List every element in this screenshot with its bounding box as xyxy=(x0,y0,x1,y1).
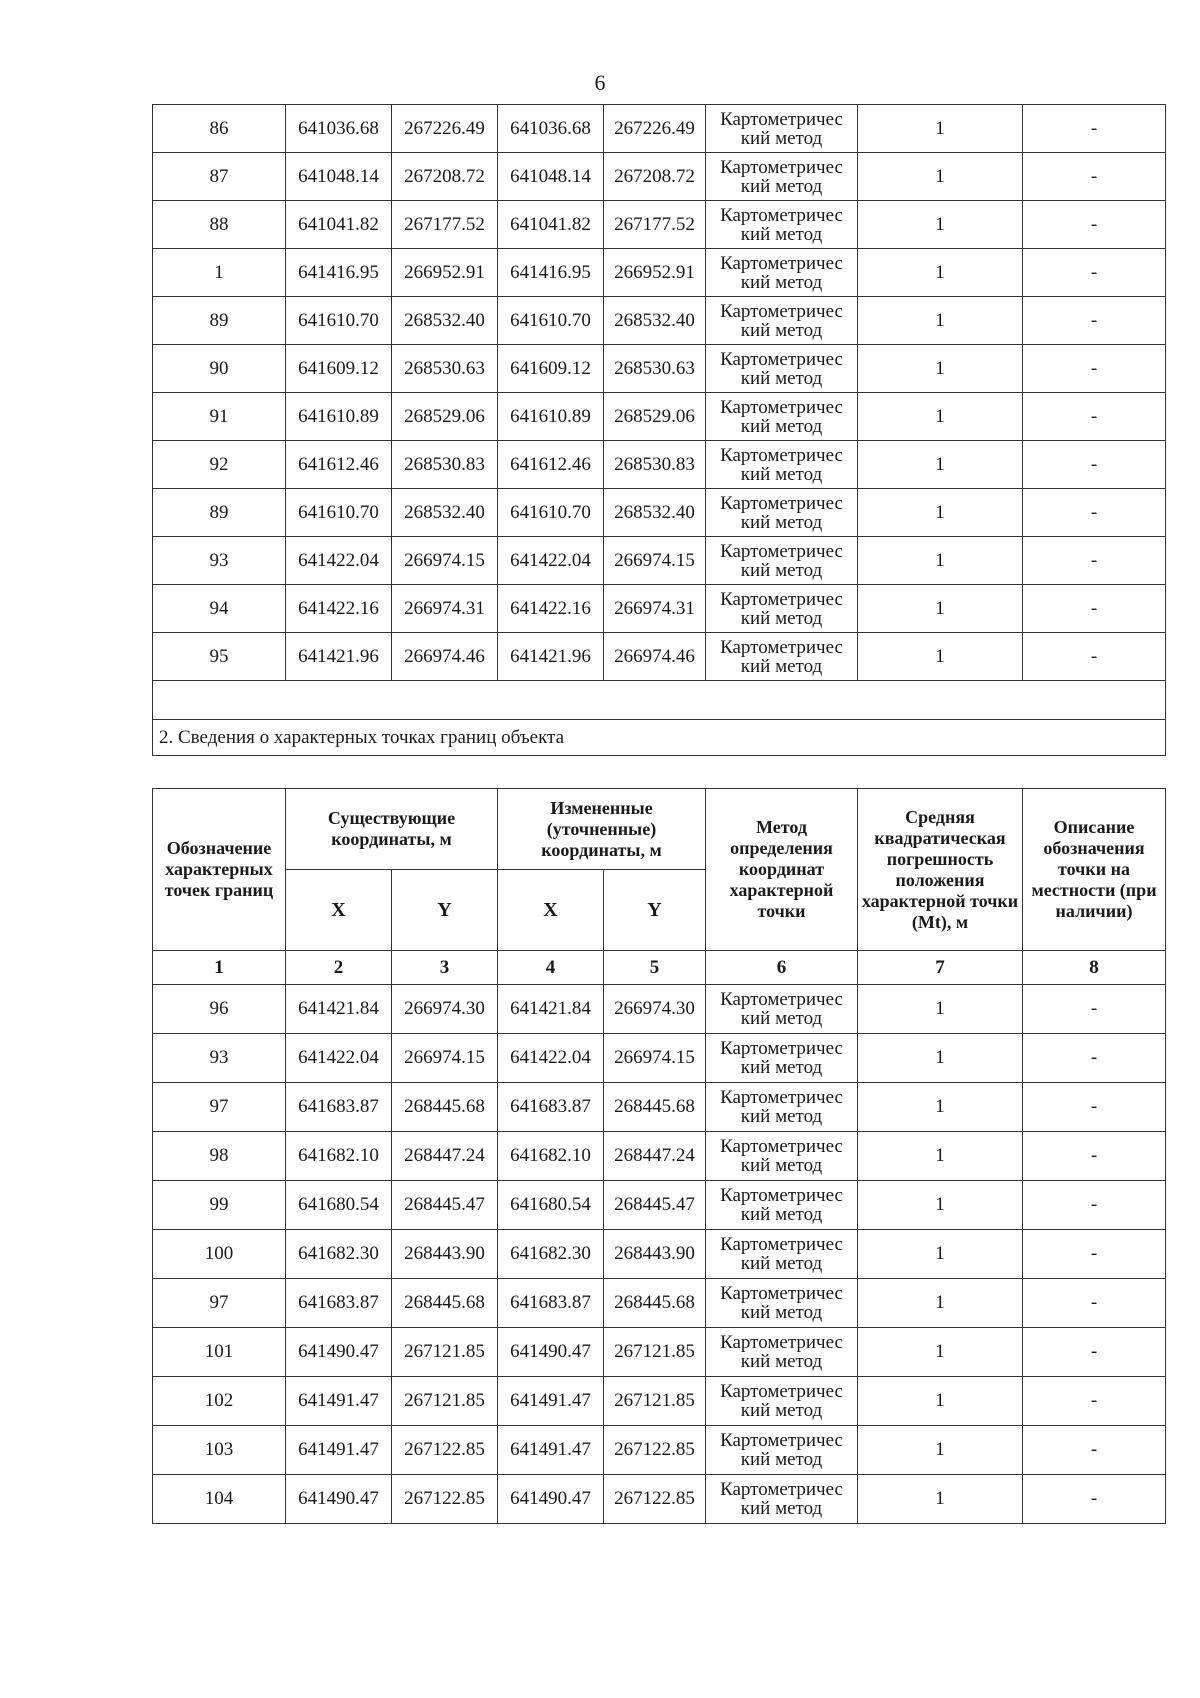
table-row xyxy=(153,537,1166,585)
section-title: 2. Сведения о характерных точках границ объекта xyxy=(153,720,1166,756)
existing-x-cell: 641490.47 xyxy=(286,1475,392,1524)
description-cell: - xyxy=(1023,1475,1166,1524)
method-cell xyxy=(706,1377,858,1426)
table-row xyxy=(153,1230,1166,1279)
changed-x-cell: 641609.12 xyxy=(498,345,604,393)
method-line-1: Картометричес xyxy=(720,1381,843,1402)
error-cell: 1 xyxy=(858,1377,1023,1426)
table-row xyxy=(153,985,1166,1034)
table-row xyxy=(153,1083,1166,1132)
description-cell: - xyxy=(1023,1328,1166,1377)
point-cell: 97 xyxy=(153,1083,286,1132)
changed-y-cell: 268530.63 xyxy=(604,345,706,393)
error-cell: 1 xyxy=(858,297,1023,345)
description-cell: - xyxy=(1023,537,1166,585)
point-cell: 92 xyxy=(153,441,286,489)
point-cell: 100 xyxy=(153,1230,286,1279)
point-cell: 88 xyxy=(153,201,286,249)
description-cell: - xyxy=(1023,393,1166,441)
error-cell: 1 xyxy=(858,1279,1023,1328)
existing-y-cell: 268530.63 xyxy=(392,345,498,393)
description-cell: - xyxy=(1023,249,1166,297)
error-cell: 1 xyxy=(858,1328,1023,1377)
existing-y-cell: 267226.49 xyxy=(392,105,498,153)
existing-x-cell: 641491.47 xyxy=(286,1426,392,1475)
point-cell: 93 xyxy=(153,537,286,585)
method-line-2: кий метод xyxy=(740,607,823,629)
spacer-row xyxy=(153,681,1166,720)
method-cell xyxy=(706,985,858,1034)
existing-y-cell: 267122.85 xyxy=(392,1475,498,1524)
changed-x-cell: 641041.82 xyxy=(498,201,604,249)
method-cell xyxy=(706,201,858,249)
changed-y-cell: 268532.40 xyxy=(604,297,706,345)
point-cell: 96 xyxy=(153,985,286,1034)
description-cell: - xyxy=(1023,153,1166,201)
description-cell: - xyxy=(1023,441,1166,489)
boundary-points-table-body xyxy=(153,985,1166,1524)
description-cell: - xyxy=(1023,297,1166,345)
existing-x-cell: 641610.70 xyxy=(286,489,392,537)
error-cell: 1 xyxy=(858,201,1023,249)
point-cell: 86 xyxy=(153,105,286,153)
method-line-2: кий метод xyxy=(740,1155,823,1176)
error-cell: 1 xyxy=(858,1426,1023,1475)
existing-x-cell: 641680.54 xyxy=(286,1181,392,1230)
method-line-1: Картометричес xyxy=(720,636,843,658)
method-line-2: кий метод xyxy=(740,367,823,389)
column-number: 7 xyxy=(858,951,1023,985)
error-cell: 1 xyxy=(858,1230,1023,1279)
description-cell: - xyxy=(1023,585,1166,633)
changed-y-cell: 268532.40 xyxy=(604,489,706,537)
description-cell: - xyxy=(1023,201,1166,249)
error-cell: 1 xyxy=(858,1083,1023,1132)
table-row xyxy=(153,1132,1166,1181)
method-line-2: кий метод xyxy=(740,463,823,485)
existing-x-cell: 641612.46 xyxy=(286,441,392,489)
changed-x-cell: 641036.68 xyxy=(498,105,604,153)
method-line-1: Картометричес xyxy=(720,1038,843,1059)
changed-x-cell: 641680.54 xyxy=(498,1181,604,1230)
table-row xyxy=(153,393,1166,441)
changed-x-cell: 641682.30 xyxy=(498,1230,604,1279)
changed-x-cell: 641422.16 xyxy=(498,585,604,633)
existing-x-cell: 641609.12 xyxy=(286,345,392,393)
method-cell xyxy=(706,1279,858,1328)
column-number-row xyxy=(153,951,1166,985)
existing-y-cell: 266974.15 xyxy=(392,537,498,585)
error-cell: 1 xyxy=(858,985,1023,1034)
changed-x-cell: 641610.89 xyxy=(498,393,604,441)
existing-x-cell: 641682.30 xyxy=(286,1230,392,1279)
changed-x-cell: 641048.14 xyxy=(498,153,604,201)
error-cell: 1 xyxy=(858,1475,1023,1524)
existing-y-cell: 266974.15 xyxy=(392,1034,498,1083)
point-cell: 95 xyxy=(153,633,286,681)
point-cell: 91 xyxy=(153,393,286,441)
method-line-1: Картометричес xyxy=(720,1283,843,1304)
points-table-continued xyxy=(152,104,1166,756)
method-cell xyxy=(706,441,858,489)
table-row xyxy=(153,489,1166,537)
point-cell: 87 xyxy=(153,153,286,201)
changed-y-cell: 268443.90 xyxy=(604,1230,706,1279)
column-number: 5 xyxy=(604,951,706,985)
column-number: 8 xyxy=(1023,951,1166,985)
point-cell: 101 xyxy=(153,1328,286,1377)
changed-x-cell: 641490.47 xyxy=(498,1328,604,1377)
existing-x-cell: 641491.47 xyxy=(286,1377,392,1426)
method-line-2: кий метод xyxy=(740,655,823,677)
error-cell: 1 xyxy=(858,1034,1023,1083)
existing-y-cell: 267208.72 xyxy=(392,153,498,201)
error-cell: 1 xyxy=(858,441,1023,489)
changed-y-cell: 266974.30 xyxy=(604,985,706,1034)
table-row xyxy=(153,1426,1166,1475)
error-cell: 1 xyxy=(858,489,1023,537)
error-cell: 1 xyxy=(858,105,1023,153)
description-cell: - xyxy=(1023,1083,1166,1132)
existing-y-cell: 268443.90 xyxy=(392,1230,498,1279)
method-line-1: Картометричес xyxy=(720,396,843,418)
table-row xyxy=(153,297,1166,345)
existing-x-cell: 641683.87 xyxy=(286,1083,392,1132)
error-cell: 1 xyxy=(858,249,1023,297)
changed-y-cell: 267208.72 xyxy=(604,153,706,201)
changed-y-cell: 266974.31 xyxy=(604,585,706,633)
existing-y-cell: 268445.68 xyxy=(392,1083,498,1132)
header-description: Описание обозначения точки на местности (при наличии) xyxy=(1023,789,1166,951)
method-line-1: Картометричес xyxy=(720,108,843,130)
changed-y-cell: 266974.15 xyxy=(604,1034,706,1083)
method-line-2: кий метод xyxy=(740,1302,823,1323)
method-cell xyxy=(706,105,858,153)
error-cell: 1 xyxy=(858,345,1023,393)
existing-y-cell: 268445.47 xyxy=(392,1181,498,1230)
changed-x-cell: 641612.46 xyxy=(498,441,604,489)
existing-y-cell: 268532.40 xyxy=(392,297,498,345)
error-cell: 1 xyxy=(858,1132,1023,1181)
points-table-continued-body xyxy=(153,105,1166,681)
existing-x-cell: 641422.04 xyxy=(286,1034,392,1083)
error-cell: 1 xyxy=(858,585,1023,633)
method-line-1: Картометричес xyxy=(720,588,843,610)
table-row xyxy=(153,1181,1166,1230)
error-cell: 1 xyxy=(858,393,1023,441)
changed-y-cell: 266974.15 xyxy=(604,537,706,585)
method-line-1: Картометричес xyxy=(720,252,843,274)
method-cell xyxy=(706,1475,858,1524)
changed-y-cell: 267177.52 xyxy=(604,201,706,249)
method-cell xyxy=(706,537,858,585)
existing-x-cell: 641416.95 xyxy=(286,249,392,297)
changed-x-cell: 641421.96 xyxy=(498,633,604,681)
existing-x-cell: 641610.70 xyxy=(286,297,392,345)
point-cell: 1 xyxy=(153,249,286,297)
method-line-1: Картометричес xyxy=(720,204,843,226)
method-cell xyxy=(706,153,858,201)
method-line-1: Картометричес xyxy=(720,300,843,322)
description-cell: - xyxy=(1023,345,1166,393)
method-cell xyxy=(706,297,858,345)
method-line-2: кий метод xyxy=(740,1106,823,1127)
existing-y-cell: 268530.83 xyxy=(392,441,498,489)
changed-y-cell: 268445.47 xyxy=(604,1181,706,1230)
changed-x-cell: 641490.47 xyxy=(498,1475,604,1524)
method-line-2: кий метод xyxy=(740,223,823,245)
column-number: 4 xyxy=(498,951,604,985)
changed-x-cell: 641491.47 xyxy=(498,1426,604,1475)
header-method: Метод определения координат характерной точки xyxy=(706,789,858,951)
table-header xyxy=(153,789,1166,985)
changed-x-cell: 641416.95 xyxy=(498,249,604,297)
method-cell xyxy=(706,489,858,537)
changed-x-cell: 641682.10 xyxy=(498,1132,604,1181)
description-cell: - xyxy=(1023,1181,1166,1230)
header-changed-y: Y xyxy=(604,870,706,951)
point-cell: 89 xyxy=(153,297,286,345)
existing-y-cell: 266974.46 xyxy=(392,633,498,681)
error-cell: 1 xyxy=(858,633,1023,681)
method-line-2: кий метод xyxy=(740,1204,823,1225)
method-cell xyxy=(706,1328,858,1377)
method-line-1: Картометричес xyxy=(720,1185,843,1206)
point-cell: 99 xyxy=(153,1181,286,1230)
description-cell: - xyxy=(1023,1132,1166,1181)
method-cell xyxy=(706,1034,858,1083)
description-cell: - xyxy=(1023,1279,1166,1328)
description-cell: - xyxy=(1023,985,1166,1034)
header-changed-x: X xyxy=(498,870,604,951)
boundary-points-table xyxy=(152,788,1166,1524)
header-changed-coordinates: Измененные (уточненные) координаты, м xyxy=(498,789,706,870)
changed-y-cell: 267121.85 xyxy=(604,1377,706,1426)
description-cell: - xyxy=(1023,105,1166,153)
existing-x-cell: 641421.84 xyxy=(286,985,392,1034)
existing-x-cell: 641036.68 xyxy=(286,105,392,153)
method-line-2: кий метод xyxy=(740,511,823,533)
method-cell xyxy=(706,1132,858,1181)
method-line-1: Картометричес xyxy=(720,156,843,178)
method-line-2: кий метод xyxy=(740,271,823,293)
changed-y-cell: 267122.85 xyxy=(604,1475,706,1524)
existing-y-cell: 266952.91 xyxy=(392,249,498,297)
existing-x-cell: 641421.96 xyxy=(286,633,392,681)
method-cell xyxy=(706,585,858,633)
header-existing-coordinates: Существующие координаты, м xyxy=(286,789,498,870)
method-line-1: Картометричес xyxy=(720,1430,843,1451)
method-cell xyxy=(706,1083,858,1132)
table-row xyxy=(153,105,1166,153)
table-row xyxy=(153,345,1166,393)
method-line-2: кий метод xyxy=(740,415,823,437)
existing-x-cell: 641683.87 xyxy=(286,1279,392,1328)
method-line-2: кий метод xyxy=(740,1253,823,1274)
changed-x-cell: 641422.04 xyxy=(498,1034,604,1083)
changed-x-cell: 641683.87 xyxy=(498,1083,604,1132)
method-line-2: кий метод xyxy=(740,1449,823,1470)
description-cell: - xyxy=(1023,1034,1166,1083)
method-line-1: Картометричес xyxy=(720,1234,843,1255)
existing-y-cell: 268447.24 xyxy=(392,1132,498,1181)
method-cell xyxy=(706,249,858,297)
table-row xyxy=(153,1279,1166,1328)
table-row xyxy=(153,441,1166,489)
header-designation: Обозначение характерных точек границ xyxy=(153,789,286,951)
existing-x-cell: 641610.89 xyxy=(286,393,392,441)
method-line-1: Картометричес xyxy=(720,492,843,514)
header-existing-x: X xyxy=(286,870,392,951)
page-number: 6 xyxy=(594,70,606,95)
changed-y-cell: 268447.24 xyxy=(604,1132,706,1181)
table-row xyxy=(153,153,1166,201)
table-row xyxy=(153,1034,1166,1083)
method-line-2: кий метод xyxy=(740,1351,823,1372)
changed-y-cell: 268445.68 xyxy=(604,1083,706,1132)
method-cell xyxy=(706,633,858,681)
description-cell: - xyxy=(1023,1230,1166,1279)
header-error: Средняя квадратическая погрешность положения характерной точки (Mt), м xyxy=(858,789,1023,951)
method-line-1: Картометричес xyxy=(720,1479,843,1500)
point-cell: 89 xyxy=(153,489,286,537)
point-cell: 102 xyxy=(153,1377,286,1426)
method-cell xyxy=(706,345,858,393)
existing-y-cell: 267121.85 xyxy=(392,1377,498,1426)
changed-y-cell: 266974.46 xyxy=(604,633,706,681)
existing-x-cell: 641041.82 xyxy=(286,201,392,249)
existing-x-cell: 641422.16 xyxy=(286,585,392,633)
table-row xyxy=(153,249,1166,297)
existing-y-cell: 267122.85 xyxy=(392,1426,498,1475)
method-line-1: Картометричес xyxy=(720,348,843,370)
point-cell: 98 xyxy=(153,1132,286,1181)
changed-y-cell: 267226.49 xyxy=(604,105,706,153)
error-cell: 1 xyxy=(858,537,1023,585)
method-line-2: кий метод xyxy=(740,1008,823,1029)
method-line-2: кий метод xyxy=(740,127,823,149)
column-number: 2 xyxy=(286,951,392,985)
method-line-1: Картометричес xyxy=(720,444,843,466)
method-line-2: кий метод xyxy=(740,1057,823,1078)
existing-y-cell: 268529.06 xyxy=(392,393,498,441)
existing-y-cell: 267177.52 xyxy=(392,201,498,249)
changed-y-cell: 266952.91 xyxy=(604,249,706,297)
existing-y-cell: 268532.40 xyxy=(392,489,498,537)
existing-x-cell: 641422.04 xyxy=(286,537,392,585)
column-number: 6 xyxy=(706,951,858,985)
changed-x-cell: 641421.84 xyxy=(498,985,604,1034)
table-row xyxy=(153,633,1166,681)
description-cell: - xyxy=(1023,633,1166,681)
section-title-row xyxy=(153,720,1166,756)
existing-y-cell: 268445.68 xyxy=(392,1279,498,1328)
changed-x-cell: 641422.04 xyxy=(498,537,604,585)
changed-y-cell: 267121.85 xyxy=(604,1328,706,1377)
method-line-2: кий метод xyxy=(740,559,823,581)
method-cell xyxy=(706,1230,858,1279)
point-cell: 94 xyxy=(153,585,286,633)
changed-y-cell: 268530.83 xyxy=(604,441,706,489)
method-line-2: кий метод xyxy=(740,1400,823,1421)
existing-y-cell: 266974.30 xyxy=(392,985,498,1034)
point-cell: 97 xyxy=(153,1279,286,1328)
table-row xyxy=(153,1475,1166,1524)
changed-y-cell: 268529.06 xyxy=(604,393,706,441)
column-number: 1 xyxy=(153,951,286,985)
existing-y-cell: 266974.31 xyxy=(392,585,498,633)
method-line-2: кий метод xyxy=(740,319,823,341)
changed-y-cell: 267122.85 xyxy=(604,1426,706,1475)
column-number: 3 xyxy=(392,951,498,985)
changed-x-cell: 641683.87 xyxy=(498,1279,604,1328)
point-cell: 93 xyxy=(153,1034,286,1083)
existing-x-cell: 641490.47 xyxy=(286,1328,392,1377)
changed-x-cell: 641610.70 xyxy=(498,297,604,345)
table-row xyxy=(153,201,1166,249)
method-line-1: Картометричес xyxy=(720,540,843,562)
method-cell xyxy=(706,1426,858,1475)
spacer-cell xyxy=(153,681,1166,720)
method-cell xyxy=(706,393,858,441)
header-existing-y: Y xyxy=(392,870,498,951)
error-cell: 1 xyxy=(858,153,1023,201)
point-cell: 103 xyxy=(153,1426,286,1475)
existing-x-cell: 641048.14 xyxy=(286,153,392,201)
existing-y-cell: 267121.85 xyxy=(392,1328,498,1377)
description-cell: - xyxy=(1023,489,1166,537)
description-cell: - xyxy=(1023,1377,1166,1426)
method-line-1: Картометричес xyxy=(720,1136,843,1157)
table-row xyxy=(153,1377,1166,1426)
error-cell: 1 xyxy=(858,1181,1023,1230)
existing-x-cell: 641682.10 xyxy=(286,1132,392,1181)
method-line-2: кий метод xyxy=(740,175,823,197)
method-line-2: кий метод xyxy=(740,1498,823,1519)
method-line-1: Картометричес xyxy=(720,1332,843,1353)
point-cell: 104 xyxy=(153,1475,286,1524)
changed-y-cell: 268445.68 xyxy=(604,1279,706,1328)
table-row xyxy=(153,1328,1166,1377)
changed-x-cell: 641491.47 xyxy=(498,1377,604,1426)
changed-x-cell: 641610.70 xyxy=(498,489,604,537)
method-line-1: Картометричес xyxy=(720,1087,843,1108)
method-cell xyxy=(706,1181,858,1230)
point-cell: 90 xyxy=(153,345,286,393)
table-row xyxy=(153,585,1166,633)
method-line-1: Картометричес xyxy=(720,989,843,1010)
description-cell: - xyxy=(1023,1426,1166,1475)
